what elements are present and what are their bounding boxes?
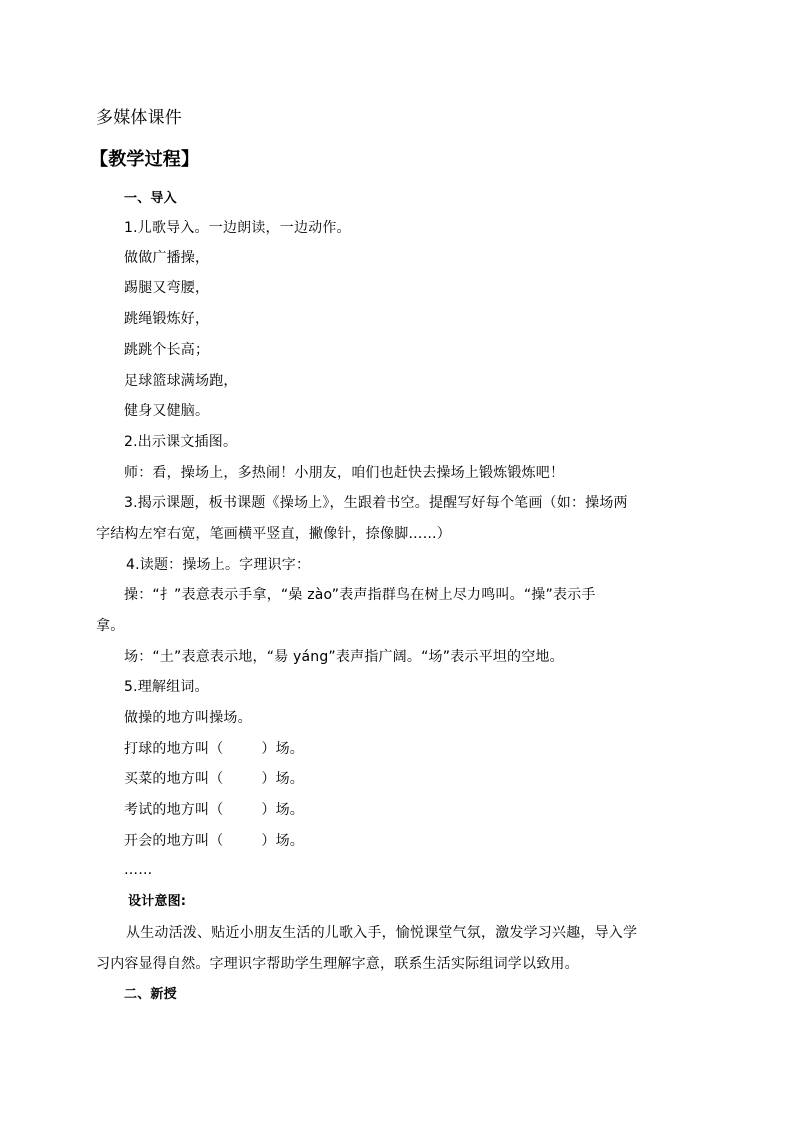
design-intent-text: 从生动活泼、贴近小朋友生活的儿歌入手，愉悦课堂气氛，激发学习兴趣，导入学 — [126, 925, 638, 941]
step-5: 5.理解组词。 — [124, 679, 209, 695]
fill-line: 考试的地方叫（ ）场。 — [124, 802, 305, 818]
song-line: 足球篮球满场跑， — [124, 373, 238, 389]
song-line: 跳跳个长高； — [124, 342, 210, 358]
song-line: 跳绳锻炼好， — [124, 311, 210, 327]
song-line: 踢腿又弯腰， — [124, 280, 210, 296]
design-intent-title: 设计意图: — [128, 894, 187, 909]
example-line: 做操的地方叫操场。 — [124, 710, 252, 726]
fill-line: 买菜的地方叫（ ）场。 — [124, 771, 305, 787]
chang-explanation: 场：“土”表意表示地，“昜 yáng”表声指广阔。“场”表示平坦的空地。 — [124, 649, 564, 665]
step-4: 4.读题：操场上。字理识字： — [126, 557, 311, 573]
fill-line: 开会的地方叫（ ）场。 — [124, 833, 305, 849]
section-title: 【教学过程】 — [90, 149, 200, 170]
step-3-cont: 字结构左窄右宽，笔画横平竖直，撇像针，捺像脚……） — [96, 526, 451, 542]
cao-explanation-cont: 拿。 — [96, 618, 125, 634]
fill-line: 打球的地方叫（ ）场。 — [124, 741, 305, 757]
part1-heading: 一、导入 — [124, 191, 177, 206]
step-3: 3.揭示课题，板书课题《操场上》，生跟着书空。提醒写好每个笔画（如：操场两 — [124, 495, 628, 511]
step-1: 1.儿歌导入。一边朗读，一边动作。 — [124, 220, 351, 236]
step-2: 2.出示课文插图。 — [124, 434, 238, 450]
ellipsis: …… — [124, 862, 153, 878]
cao-explanation: 操：“扌”表意表示手拿，“喿 zào”表声指群鸟在树上尽力鸣叫。“操”表示手 — [124, 587, 596, 603]
part2-heading: 二、新授 — [124, 987, 177, 1002]
song-line: 健身又健脑。 — [124, 403, 210, 419]
song-line: 做做广播操， — [124, 250, 210, 266]
top-item: 多媒体课件 — [96, 108, 182, 128]
design-intent-text-cont: 习内容显得自然。字理识字帮助学生理解字意，联系生活实际组词学以致用。 — [96, 956, 579, 972]
teacher-line: 师：看，操场上，多热闹！小朋友，咱们也赶快去操场上锻炼锻炼吧！ — [124, 465, 565, 481]
